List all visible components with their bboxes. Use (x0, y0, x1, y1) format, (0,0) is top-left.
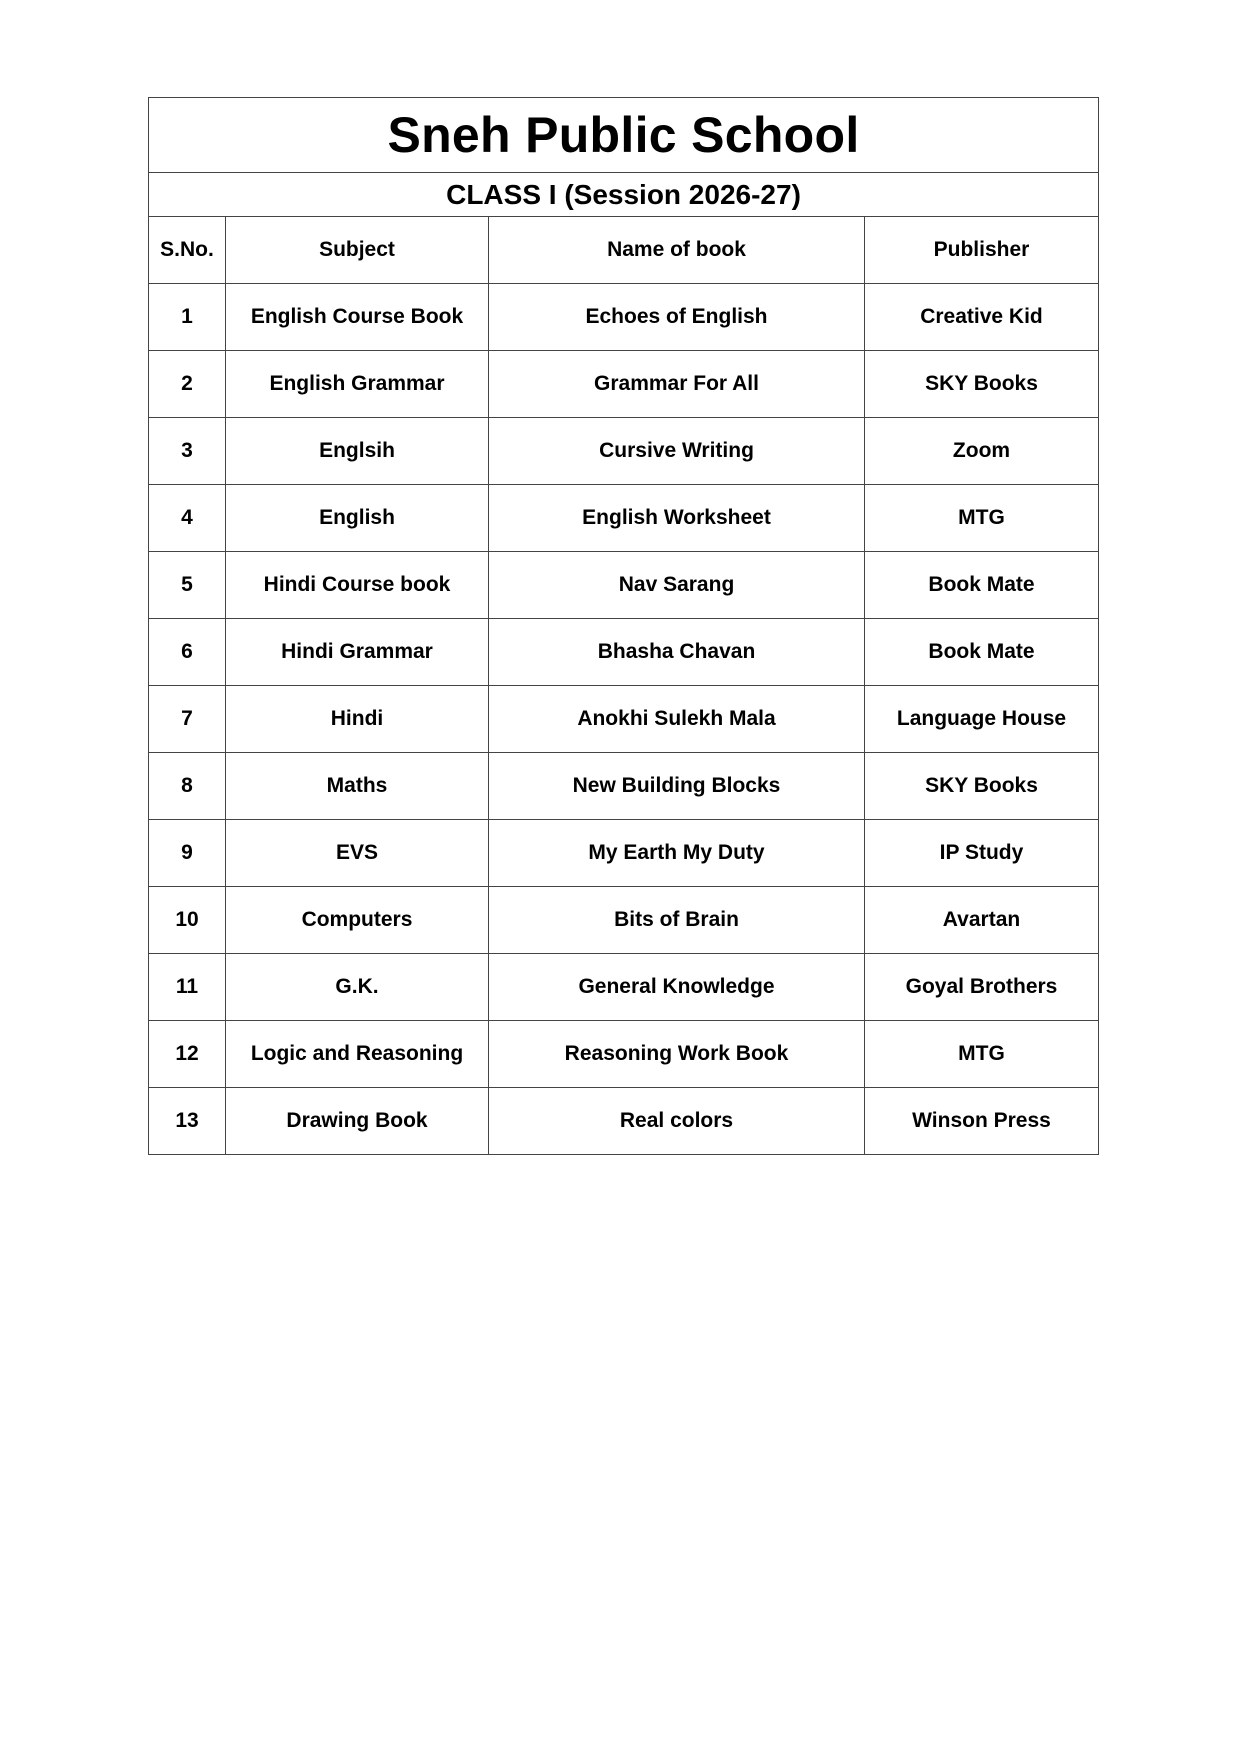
cell-subject: Drawing Book (226, 1088, 489, 1155)
header-row (149, 217, 1099, 284)
cell-sno: 3 (149, 418, 226, 485)
cell-subject: EVS (226, 820, 489, 887)
cell-publisher: Language House (865, 686, 1099, 753)
cell-book-name: My Earth My Duty (489, 820, 865, 887)
cell-publisher: Goyal Brothers (865, 954, 1099, 1021)
cell-subject: Englsih (226, 418, 489, 485)
cell-subject: Hindi (226, 686, 489, 753)
cell-subject: English (226, 485, 489, 552)
cell-subject: Hindi Course book (226, 552, 489, 619)
school-name: Sneh Public School (149, 98, 1099, 173)
table-body (149, 98, 1099, 1155)
cell-publisher: SKY Books (865, 753, 1099, 820)
cell-publisher: MTG (865, 1021, 1099, 1088)
cell-subject: Computers (226, 887, 489, 954)
table-row (149, 1021, 1099, 1088)
cell-publisher: Creative Kid (865, 284, 1099, 351)
cell-publisher: IP Study (865, 820, 1099, 887)
cell-sno: 11 (149, 954, 226, 1021)
cell-book-name: Echoes of English (489, 284, 865, 351)
cell-subject: G.K. (226, 954, 489, 1021)
cell-sno: 7 (149, 686, 226, 753)
table-row (149, 552, 1099, 619)
cell-publisher: SKY Books (865, 351, 1099, 418)
cell-sno: 4 (149, 485, 226, 552)
session-row (149, 173, 1099, 217)
table-row (149, 954, 1099, 1021)
cell-sno: 10 (149, 887, 226, 954)
header-publisher: Publisher (865, 217, 1099, 284)
cell-subject: English Grammar (226, 351, 489, 418)
cell-sno: 8 (149, 753, 226, 820)
cell-publisher: MTG (865, 485, 1099, 552)
cell-subject: Maths (226, 753, 489, 820)
cell-book-name: General Knowledge (489, 954, 865, 1021)
cell-book-name: Real colors (489, 1088, 865, 1155)
cell-book-name: Grammar For All (489, 351, 865, 418)
cell-book-name: Reasoning Work Book (489, 1021, 865, 1088)
cell-book-name: Anokhi Sulekh Mala (489, 686, 865, 753)
cell-sno: 5 (149, 552, 226, 619)
cell-publisher: Book Mate (865, 619, 1099, 686)
table-row (149, 1088, 1099, 1155)
table-row (149, 753, 1099, 820)
cell-subject: Hindi Grammar (226, 619, 489, 686)
table-row (149, 418, 1099, 485)
cell-book-name: Cursive Writing (489, 418, 865, 485)
cell-book-name: English Worksheet (489, 485, 865, 552)
cell-book-name: New Building Blocks (489, 753, 865, 820)
table-row (149, 619, 1099, 686)
cell-publisher: Avartan (865, 887, 1099, 954)
title-row (149, 98, 1099, 173)
cell-subject: Logic and Reasoning (226, 1021, 489, 1088)
table-row (149, 485, 1099, 552)
class-session: CLASS I (Session 2026-27) (149, 173, 1099, 217)
table-row (149, 284, 1099, 351)
cell-publisher: Book Mate (865, 552, 1099, 619)
table-row (149, 820, 1099, 887)
cell-book-name: Bits of Brain (489, 887, 865, 954)
table-row (149, 686, 1099, 753)
cell-publisher: Zoom (865, 418, 1099, 485)
cell-book-name: Nav Sarang (489, 552, 865, 619)
cell-sno: 13 (149, 1088, 226, 1155)
cell-sno: 2 (149, 351, 226, 418)
cell-sno: 12 (149, 1021, 226, 1088)
book-list-table (148, 97, 1099, 1155)
cell-sno: 9 (149, 820, 226, 887)
table-row (149, 351, 1099, 418)
cell-publisher: Winson Press (865, 1088, 1099, 1155)
header-book-name: Name of book (489, 217, 865, 284)
header-sno: S.No. (149, 217, 226, 284)
cell-book-name: Bhasha Chavan (489, 619, 865, 686)
cell-sno: 6 (149, 619, 226, 686)
table-row (149, 887, 1099, 954)
header-subject: Subject (226, 217, 489, 284)
cell-sno: 1 (149, 284, 226, 351)
cell-subject: English Course Book (226, 284, 489, 351)
